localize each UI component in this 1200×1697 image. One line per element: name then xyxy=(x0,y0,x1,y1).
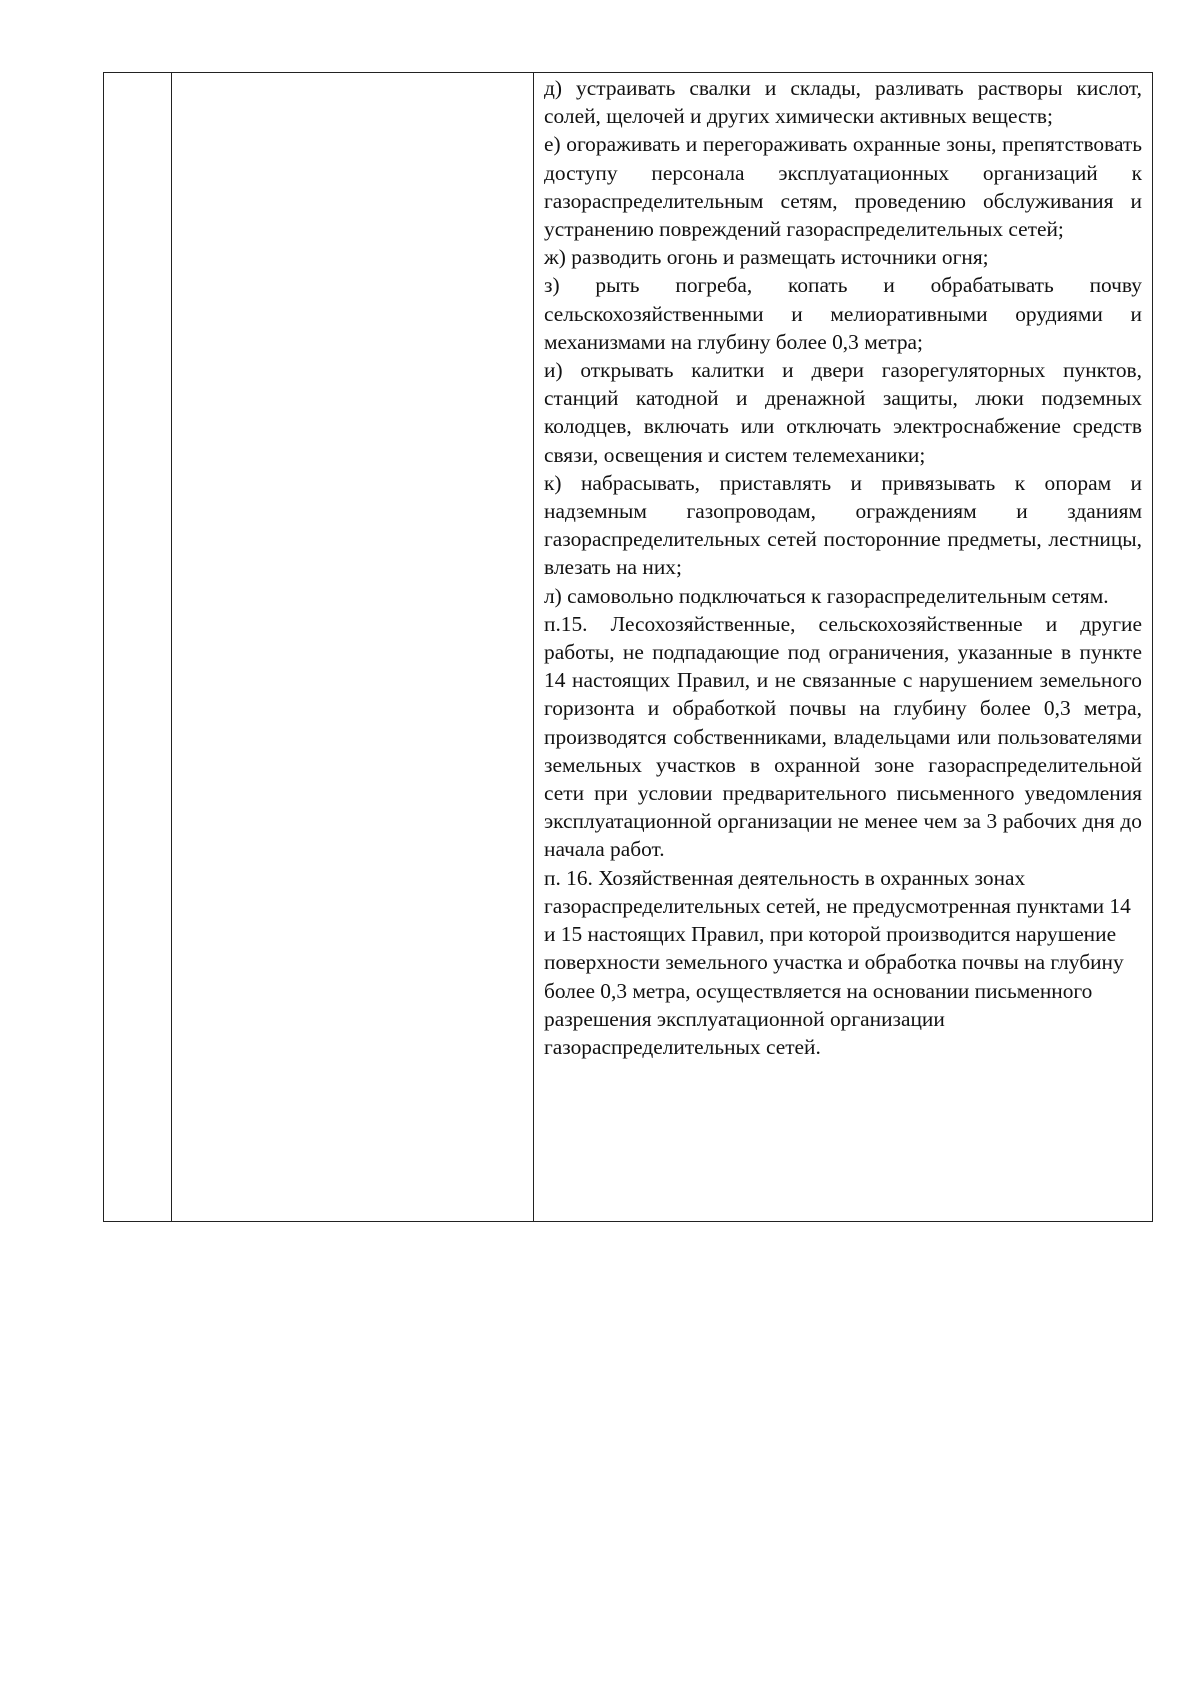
paragraph-p16: п. 16. Хозяйственная деятельность в охранных зонах газораспределительных сетей, не предусмотренная пунктами 14 и 15 настоящих Правил, при которой производится нарушение поверхности земельного участка и обработка почвы на глубину более 0,3 метра, осуществляется на основании письменного разрешения эксплуатационной организации газораспределительных сетей. xyxy=(544,865,1131,1059)
paragraph-e: е) огораживать и перегораживать охранные зоны, препятствовать доступу персонала эксплуатационных организаций к газораспределительным сетям, проведению обслуживания и устранению повреждений газораспределительных сетей; xyxy=(544,132,1142,242)
paragraph-k: к) набрасывать, приставлять и привязывать к опорам и надземным газопроводам, ограждениям и зданиям газораспределительных сетей посторонние предметы, лестницы, влезать на них; xyxy=(544,470,1142,580)
paragraph-zh: ж) разводить огонь и размещать источники огня; xyxy=(544,245,989,270)
paragraph-l: л) самовольно подключаться к газораспределительным сетям. xyxy=(544,583,1109,608)
document-table xyxy=(103,72,1153,1222)
table-column-title xyxy=(172,73,534,1221)
paragraph-p15: п.15. Лесохозяйственные, сельскохозяйственные и другие работы, не подпадающие под ограничения, указанные в пункте 14 настоящих Правил, и не связанные с нарушением земельного горизонта и обработкой почвы на глубину более 0,3 метра, производятся собственниками, владельцами или пользователями земельных участков в охранной зоне газораспределительной сети при условии предварительного письменного уведомления эксплуатационной организации не менее чем за 3 рабочих дня до начала работ. xyxy=(544,611,1142,862)
paragraph-i: и) открывать калитки и двери газорегуляторных пунктов, станций катодной и дренажной защиты, люки подземных колодцев, включать или отключать электроснабжение средств связи, освещения и систем телемеханики; xyxy=(544,358,1142,467)
table-column-content xyxy=(534,73,1152,1221)
paragraph-z: з) рыть погреба, копать и обрабатывать почву сельскохозяйственными и мелиоративными орудиями и механизмами на глубину более 0,3 метра; xyxy=(544,273,1142,354)
paragraph-d: д) устраивать свалки и склады, разливать растворы кислот, солей, щелочей и других химически активных веществ; xyxy=(544,76,1142,129)
table-column-number xyxy=(104,73,172,1221)
